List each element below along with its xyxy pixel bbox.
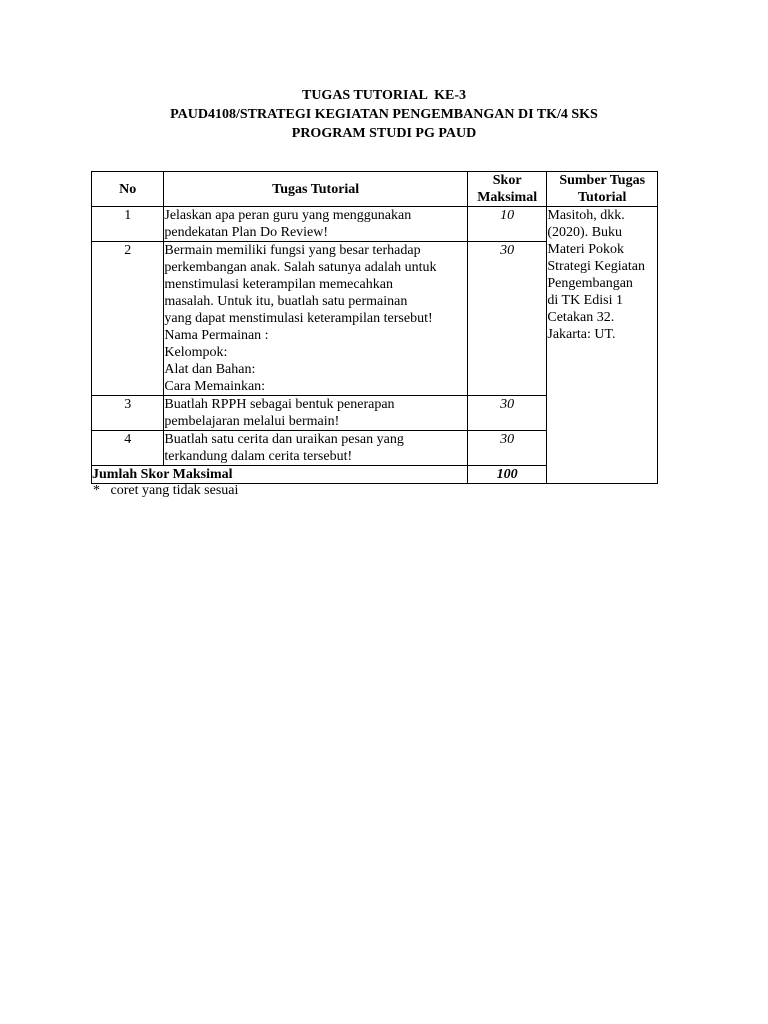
header-task: Tugas Tutorial bbox=[164, 172, 468, 207]
source-line: di TK Edisi 1 bbox=[547, 293, 623, 308]
task-line: Kelompok: bbox=[164, 345, 228, 360]
source-line: Masitoh, dkk. bbox=[547, 208, 625, 223]
title-line-3: PROGRAM STUDI PG PAUD bbox=[291, 126, 477, 141]
header-score-line-1: Skor bbox=[492, 173, 522, 188]
document-header bbox=[0, 86, 768, 143]
task-line: Buatlah RPPH sebagai bentuk penerapan bbox=[164, 397, 395, 412]
header-score-line-2: Maksimal bbox=[477, 190, 538, 205]
title-line-1: TUGAS TUTORIAL KE-3 bbox=[301, 88, 467, 103]
source-line: (2020). Buku bbox=[547, 225, 623, 240]
task-text bbox=[164, 242, 468, 396]
task-score: 10 bbox=[467, 207, 546, 242]
task-score: 30 bbox=[467, 396, 546, 431]
row-number: 3 bbox=[92, 396, 164, 431]
task-text bbox=[164, 431, 468, 466]
task-line: masalah. Untuk itu, buatlah satu permainan bbox=[164, 294, 408, 309]
task-line: yang dapat menstimulasi keterampilan tersebut! bbox=[164, 311, 433, 326]
header-source bbox=[547, 172, 658, 207]
task-line: pembelajaran melalui bermain! bbox=[164, 414, 340, 429]
task-line: menstimulasi keterampilan memecahkan bbox=[164, 277, 393, 292]
task-line: terkandung dalam cerita tersebut! bbox=[164, 449, 353, 464]
source-line: Jakarta: UT. bbox=[547, 327, 616, 342]
row-number: 2 bbox=[92, 242, 164, 396]
table-header-row bbox=[92, 172, 658, 207]
task-text bbox=[164, 207, 468, 242]
tutorial-task-table bbox=[91, 171, 658, 484]
task-line: Bermain memiliki fungsi yang besar terhadap bbox=[164, 243, 421, 258]
task-score: 30 bbox=[467, 242, 546, 396]
task-line: Buatlah satu cerita dan uraikan pesan yang bbox=[164, 432, 404, 447]
title-line-2: PAUD4108/STRATEGI KEGIATAN PENGEMBANGAN DI TK/4 SKS bbox=[170, 107, 598, 122]
footnote: * coret yang tidak sesuai bbox=[93, 483, 239, 498]
task-line: Cara Memainkan: bbox=[164, 379, 266, 394]
task-text bbox=[164, 396, 468, 431]
source-line: Cetakan 32. bbox=[547, 310, 615, 325]
table-row bbox=[92, 207, 658, 242]
source-line: Materi Pokok bbox=[547, 242, 624, 257]
task-line: pendekatan Plan Do Review! bbox=[164, 225, 329, 240]
task-line: Jelaskan apa peran guru yang menggunakan bbox=[164, 208, 412, 223]
header-source-line-2: Tutorial bbox=[577, 190, 627, 205]
task-score: 30 bbox=[467, 431, 546, 466]
source-cell bbox=[547, 207, 658, 484]
row-number: 1 bbox=[92, 207, 164, 242]
task-line: perkembangan anak. Salah satunya adalah untuk bbox=[164, 260, 437, 275]
total-score: 100 bbox=[467, 466, 546, 484]
total-label: Jumlah Skor Maksimal bbox=[92, 466, 468, 484]
header-score bbox=[467, 172, 546, 207]
task-line: Alat dan Bahan: bbox=[164, 362, 256, 377]
header-source-line-1: Sumber Tugas bbox=[559, 173, 646, 188]
source-line: Strategi Kegiatan bbox=[547, 259, 645, 274]
row-number: 4 bbox=[92, 431, 164, 466]
source-line: Pengembangan bbox=[547, 276, 633, 291]
header-no: No bbox=[92, 172, 164, 207]
task-line: Nama Permainan : bbox=[164, 328, 269, 343]
